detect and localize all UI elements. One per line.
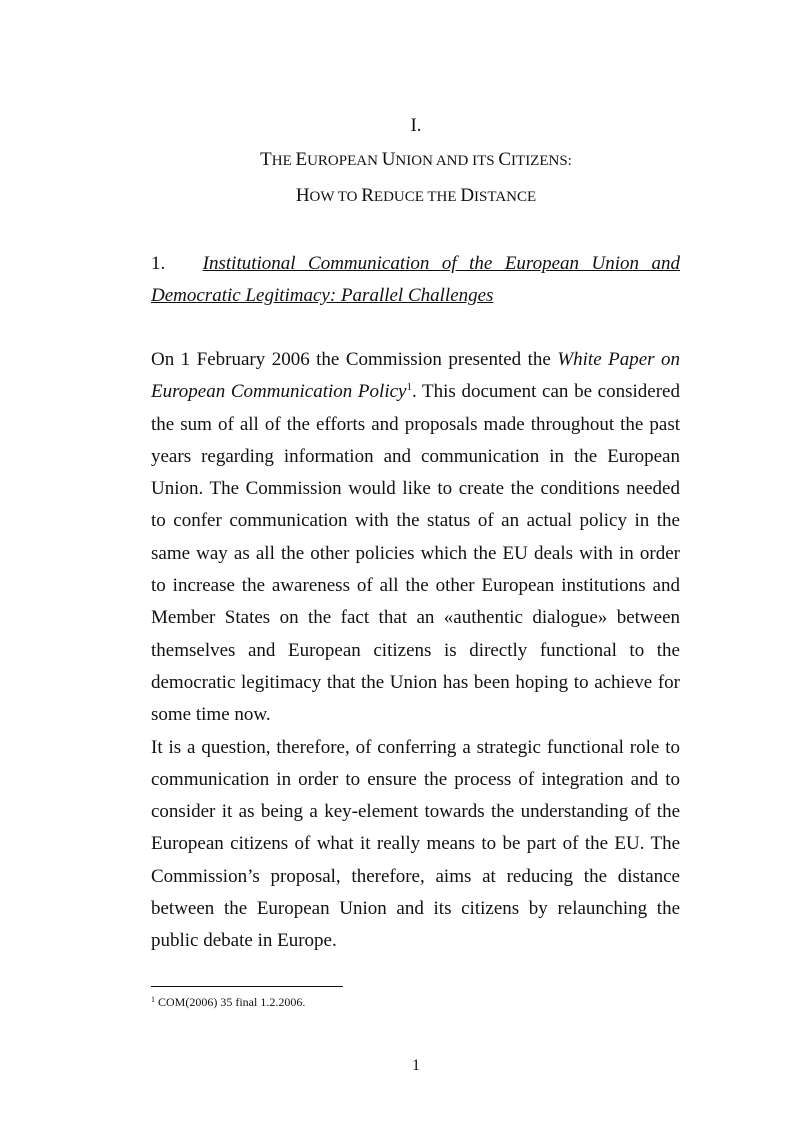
body-text: [151, 344, 680, 958]
paragraph-2: It is a question, therefore, of conferring a strategic functional role to communication in order to ensure the process of integration and to consider it as being a key-element towards the understanding of the European citizens of what it really means to be part of the EU. The Commission’s proposal, therefore, aims at reducing the distance between the European Union and its citizens by relaunching the public debate in Europe.: [151, 736, 680, 952]
footnote: [151, 994, 305, 1010]
paragraph-1-rest: . This document can be considered the sum of all of the efforts and proposals made throughout the past years regarding information and communication in the European Union. The Commission would like to create the conditions needed to confer communication with the status of an actual policy in the same way as all the other policies which the EU deals with in order to increase the awareness of all the other European institutions and Member States on the fact that an «authentic dialogue» between themselves and European citizens is directly functional to the democratic legitimacy that the Union has been hoping to achieve for some time now.: [151, 381, 680, 726]
title-word: CITIZENS:: [498, 149, 572, 170]
white-paper-title: White Paper on European Communication Policy: [151, 349, 680, 403]
footnote-text: COM(2006) 35 final 1.2.2006.: [155, 995, 306, 1009]
page-number: 1: [412, 1057, 420, 1074]
title-word: EUROPEAN: [295, 149, 382, 170]
section-number: 1.: [151, 253, 166, 274]
chapter-title-line-2: [0, 184, 793, 209]
chapter-title-line-1: [0, 148, 793, 173]
title-word: HOW TO: [295, 185, 362, 206]
footnote-ref[interactable]: 1: [406, 381, 412, 394]
title-word: THE: [260, 149, 296, 170]
section-title: Institutional Communication of the European Union and Democratic Legitimacy: Parallel Challenges: [151, 253, 681, 307]
footnote-marker: 1: [151, 995, 155, 1004]
chapter-number: I.: [410, 115, 422, 136]
footnote-divider: [151, 986, 343, 987]
section-heading: [151, 248, 680, 313]
title-word: REDUCE THE: [361, 185, 461, 206]
title-word: DISTANCE: [460, 185, 537, 206]
title-word: UNION AND ITS: [381, 149, 499, 170]
paragraph-1: [151, 344, 680, 732]
paragraph-1-intro: On 1 February 2006 the Commission presented the: [151, 349, 558, 370]
